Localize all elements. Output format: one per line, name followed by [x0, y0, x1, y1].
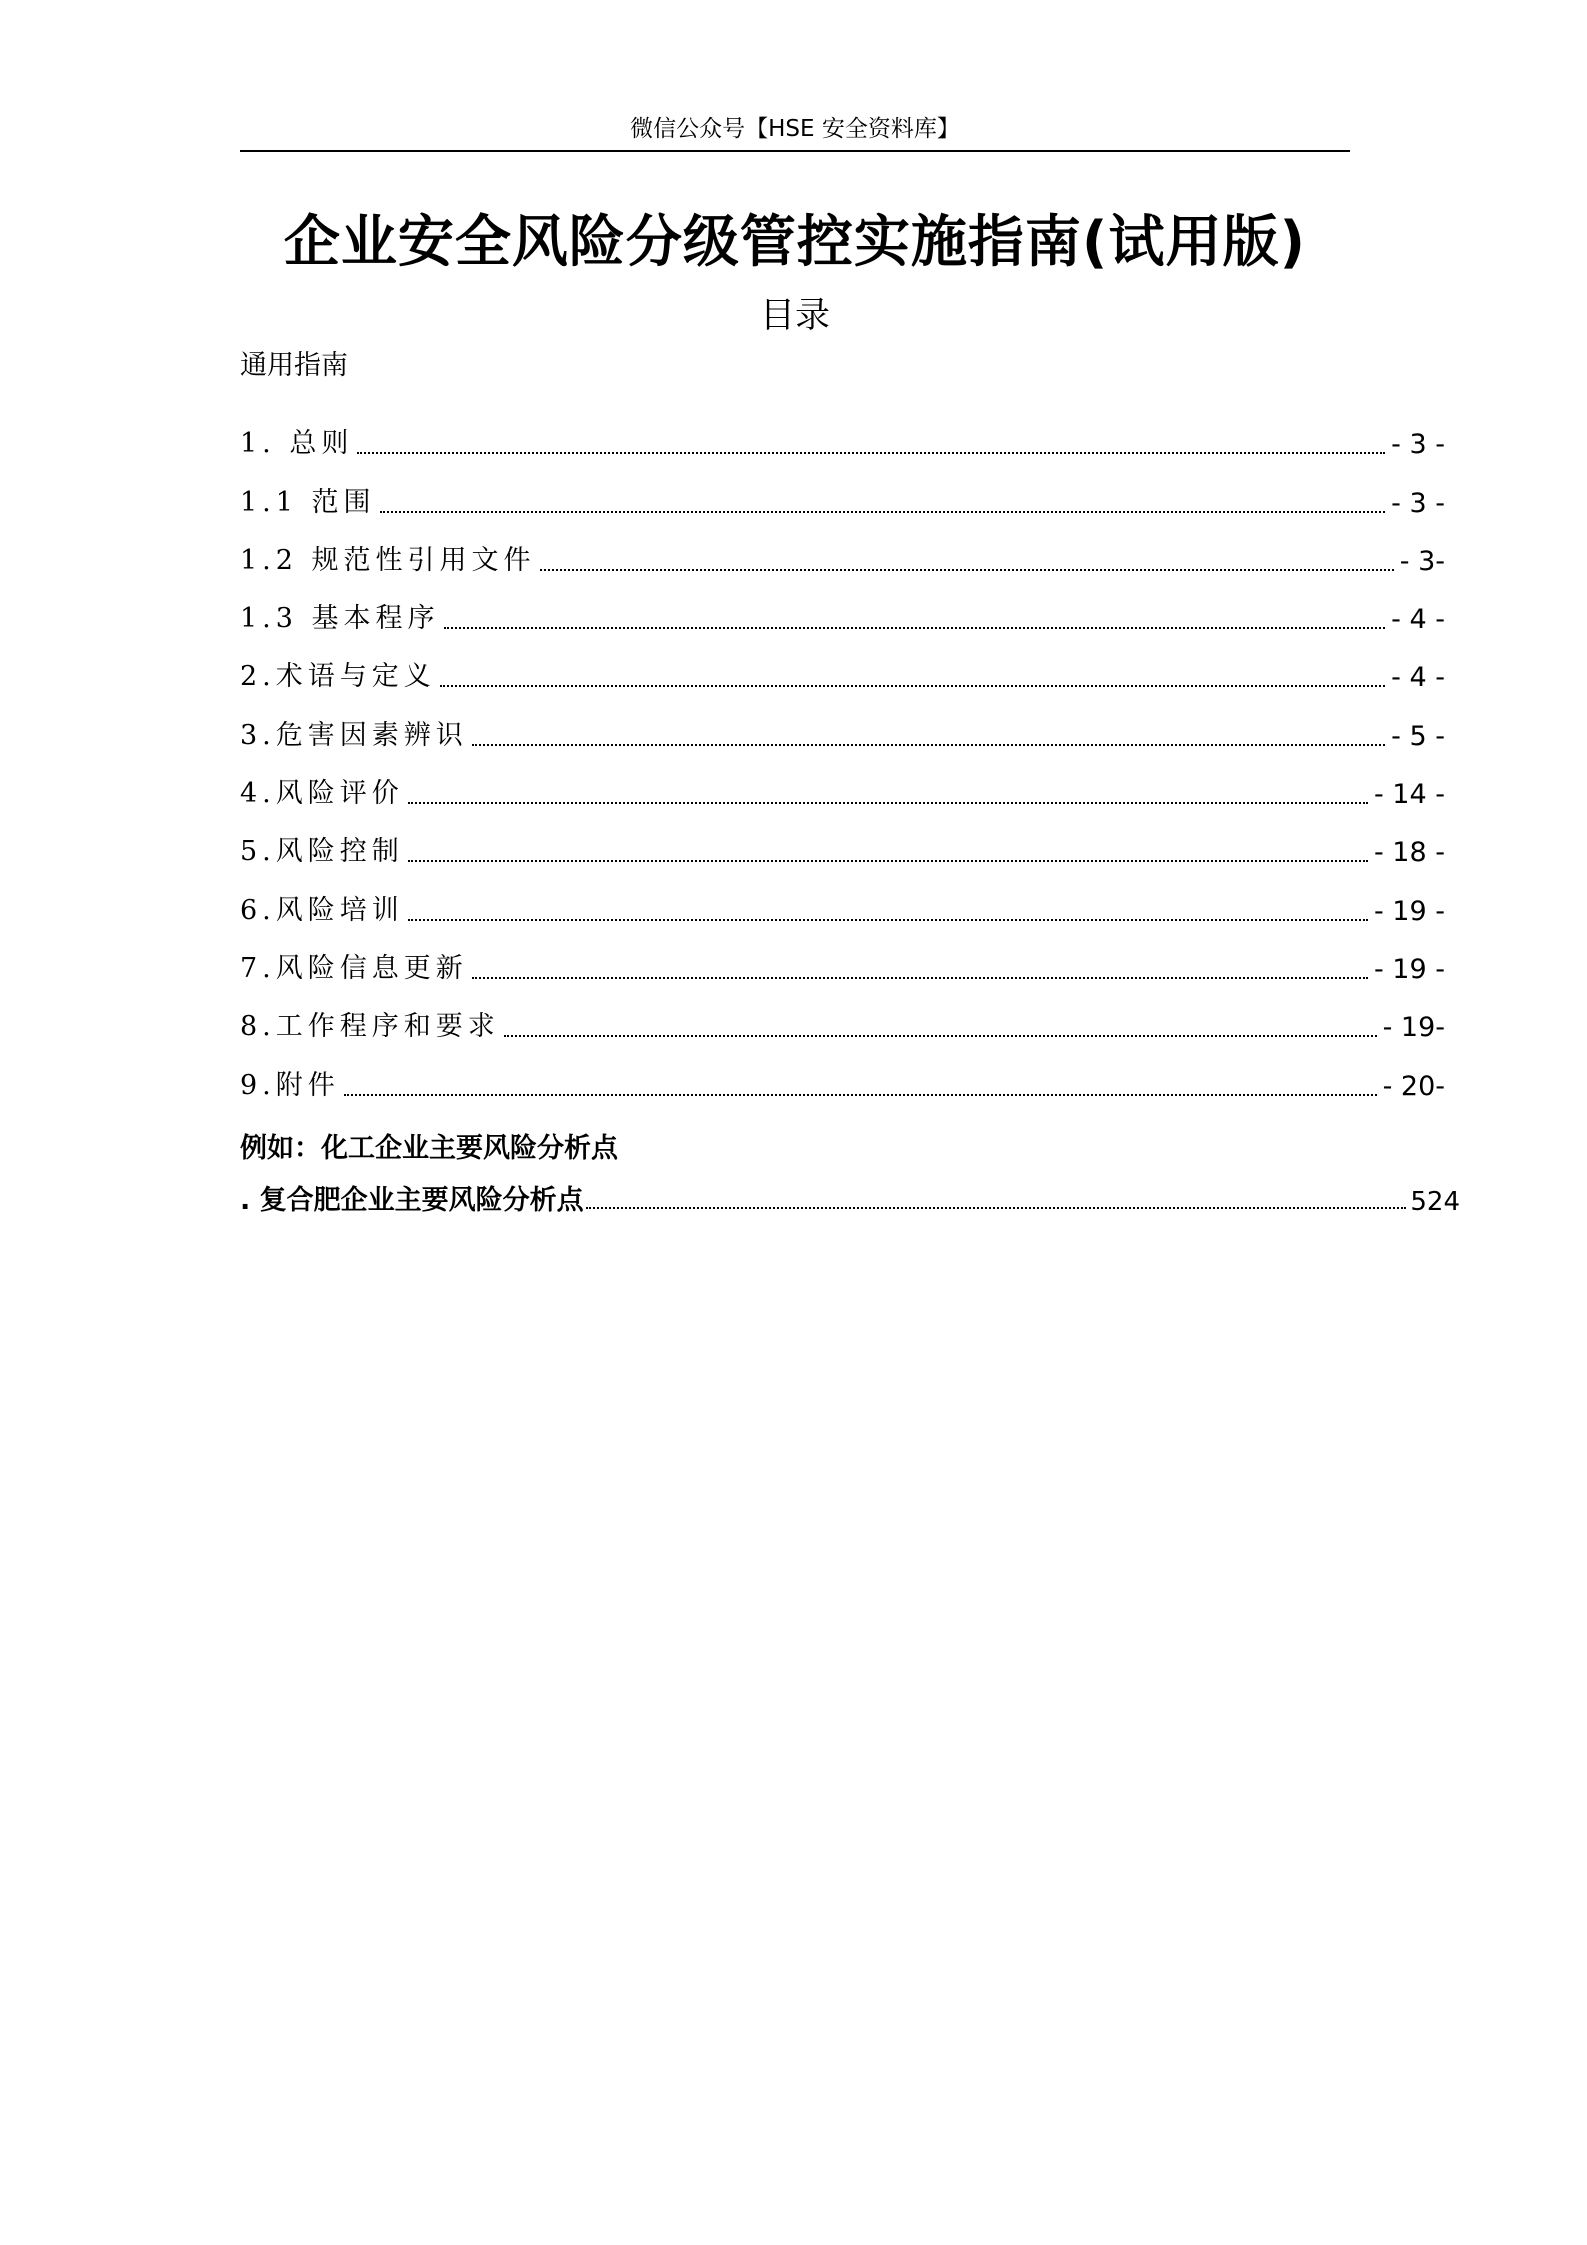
toc-entry-page: - 5 - [1391, 720, 1445, 752]
leader-dots [504, 1035, 1377, 1037]
toc-entry[interactable] [240, 579, 1445, 637]
toc-entry[interactable] [240, 754, 1445, 812]
toc-entry-label: 6.风险培训 [240, 894, 404, 926]
leader-dots [540, 569, 1394, 571]
page-header: 微信公众号【HSE 安全资料库】 [630, 116, 960, 142]
leader-dots [440, 685, 1385, 687]
toc-entry-label: 9.附件 [240, 1069, 340, 1101]
leader-dots [444, 627, 1386, 629]
toc-list-general [240, 404, 1445, 1104]
toc-title: 目录 [759, 296, 830, 336]
leader-dots [380, 511, 1386, 513]
toc-entry-page: - 14 - [1373, 779, 1445, 811]
toc-entry-label: 1.3 基本程序 [240, 603, 440, 635]
leader-dots [344, 1094, 1377, 1096]
toc-entry-page: - 19 - [1373, 895, 1445, 927]
toc-entry-page: - 20- [1382, 1070, 1445, 1102]
toc-entry[interactable] [240, 870, 1445, 928]
leader-dots [472, 744, 1385, 746]
toc-entry-page: - 19 - [1373, 953, 1445, 985]
toc-entry-label: 8.工作程序和要求 [240, 1011, 500, 1043]
toc-entry[interactable] [240, 1045, 1445, 1103]
toc-entry-label: 1.1 范围 [240, 486, 376, 518]
toc-entry-page: - 3 - [1391, 487, 1445, 519]
toc-section-heading-example: 例如：化工企业主要风险分析点 [240, 1133, 618, 1164]
toc-entry-label: 5.风险控制 [240, 836, 404, 868]
toc-entry-page: 524 [1410, 1187, 1460, 1217]
toc-entry[interactable] [240, 462, 1445, 520]
toc-entry[interactable] [240, 521, 1445, 579]
toc-entry-label: 3.危害因素辨识 [240, 719, 468, 751]
toc-entry[interactable] [240, 637, 1445, 695]
toc-entry[interactable] [240, 987, 1445, 1045]
toc-entry[interactable] [240, 404, 1445, 462]
toc-section-heading-general: 通用指南 [240, 350, 348, 381]
toc-entry[interactable] [240, 695, 1445, 753]
header-divider [240, 150, 1350, 152]
toc-entry-label: 1. 总则 [240, 428, 354, 460]
toc-entry-label: . 复合肥企业主要风险分析点 [240, 1185, 584, 1216]
toc-entry[interactable] [240, 929, 1445, 987]
toc-entry-page: - 3- [1399, 545, 1445, 577]
toc-entry-page: - 4 - [1391, 604, 1445, 636]
toc-entry[interactable] [240, 812, 1445, 870]
leader-dots [408, 802, 1368, 804]
toc-entry-label: 2.术语与定义 [240, 661, 436, 693]
document-title: 企业安全风险分级管控实施指南(试用版) [283, 210, 1307, 275]
toc-entry-label: 7.风险信息更新 [240, 952, 468, 984]
leader-dots [472, 977, 1368, 979]
leader-dots [408, 860, 1368, 862]
toc-entry-label: 1.2 规范性引用文件 [240, 544, 536, 576]
leader-dots [586, 1207, 1407, 1209]
toc-entry-page: - 3 - [1391, 429, 1445, 461]
toc-entry-page: - 18 - [1373, 837, 1445, 869]
toc-entry-label: 4.风险评价 [240, 778, 404, 810]
toc-entry[interactable] [240, 1178, 1460, 1217]
leader-dots [408, 919, 1368, 921]
leader-dots [357, 452, 1385, 454]
toc-entry-page: - 19- [1382, 1012, 1445, 1044]
toc-entry-page: - 4 - [1391, 662, 1445, 694]
